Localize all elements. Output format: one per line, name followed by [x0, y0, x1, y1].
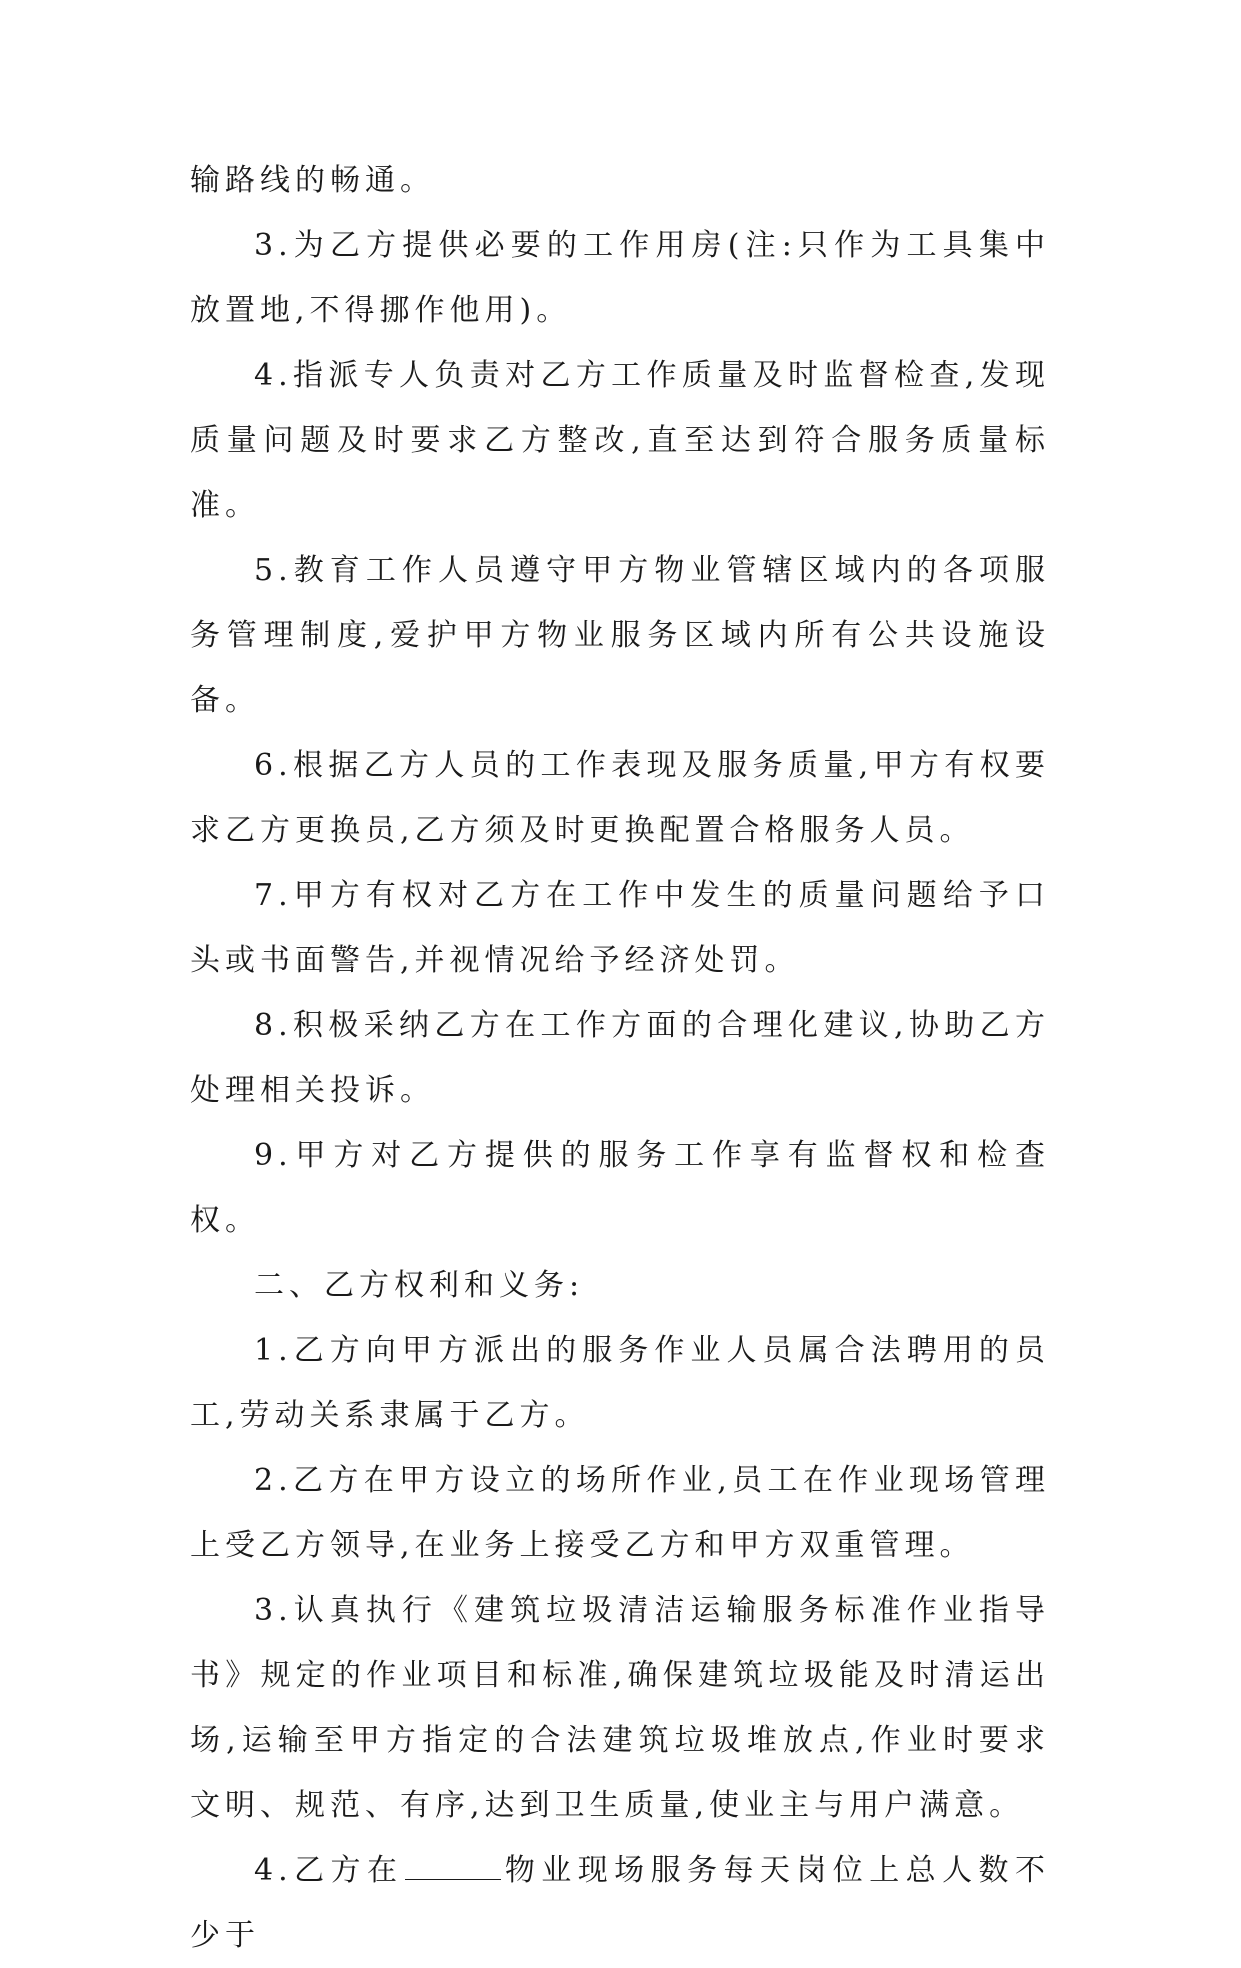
document-body: [190, 148, 1050, 1968]
paragraph-item-8: 8.积极采纳乙方在工作方面的合理化建议,协助乙方处理相关投诉。: [190, 1008, 1050, 1108]
paragraph-item-3: 3.为乙方提供必要的工作用房(注:只作为工具集中放置地,不得挪作他用)。: [190, 228, 1050, 328]
paragraph-b-item-4-lead: 4.乙方在: [254, 1853, 404, 1888]
paragraph-item-9: 9.甲方对乙方提供的服务工作享有监督权和检查权。: [190, 1138, 1050, 1238]
fill-in-blank: [405, 1853, 501, 1880]
paragraph-b-item-2: 2.乙方在甲方设立的场所作业,员工在作业现场管理上受乙方领导,在业务上接受乙方和甲方双重管理。: [190, 1463, 1050, 1563]
paragraph-b-item-4-tail: 物业现场服务每天岗位上总人数不少于: [190, 1853, 1051, 1953]
paragraph-item-4: 4.指派专人负责对乙方工作质量及时监督检查,发现质量问题及时要求乙方整改,直至达到符合服务质量标准。: [190, 358, 1050, 523]
paragraph-item-6: 6.根据乙方人员的工作表现及服务质量,甲方有权要求乙方更换员,乙方须及时更换配置合格服务人员。: [190, 748, 1050, 848]
paragraph-continuation: 输路线的畅通。: [190, 163, 435, 198]
paragraph-item-5: 5.教育工作人员遵守甲方物业管辖区域内的各项服务管理制度,爱护甲方物业服务区域内所有公共设施设备。: [190, 553, 1050, 718]
paragraph-b-item-1: 1.乙方向甲方派出的服务作业人员属合法聘用的员工,劳动关系隶属于乙方。: [190, 1333, 1050, 1433]
section-heading-party-b: 二、乙方权利和义务:: [254, 1268, 585, 1303]
paragraph-item-7: 7.甲方有权对乙方在工作中发生的质量问题给予口头或书面警告,并视情况给予经济处罚。: [190, 878, 1050, 978]
paragraph-b-item-4: [190, 1838, 1050, 1968]
paragraph-b-item-3: 3.认真执行《建筑垃圾清洁运输服务标准作业指导书》规定的作业项目和标准,确保建筑垃圾能及时清运出场,运输至甲方指定的合法建筑垃圾堆放点,作业时要求文明、规范、有序,达到卫生质量,使业主与用户满意。: [190, 1593, 1050, 1823]
